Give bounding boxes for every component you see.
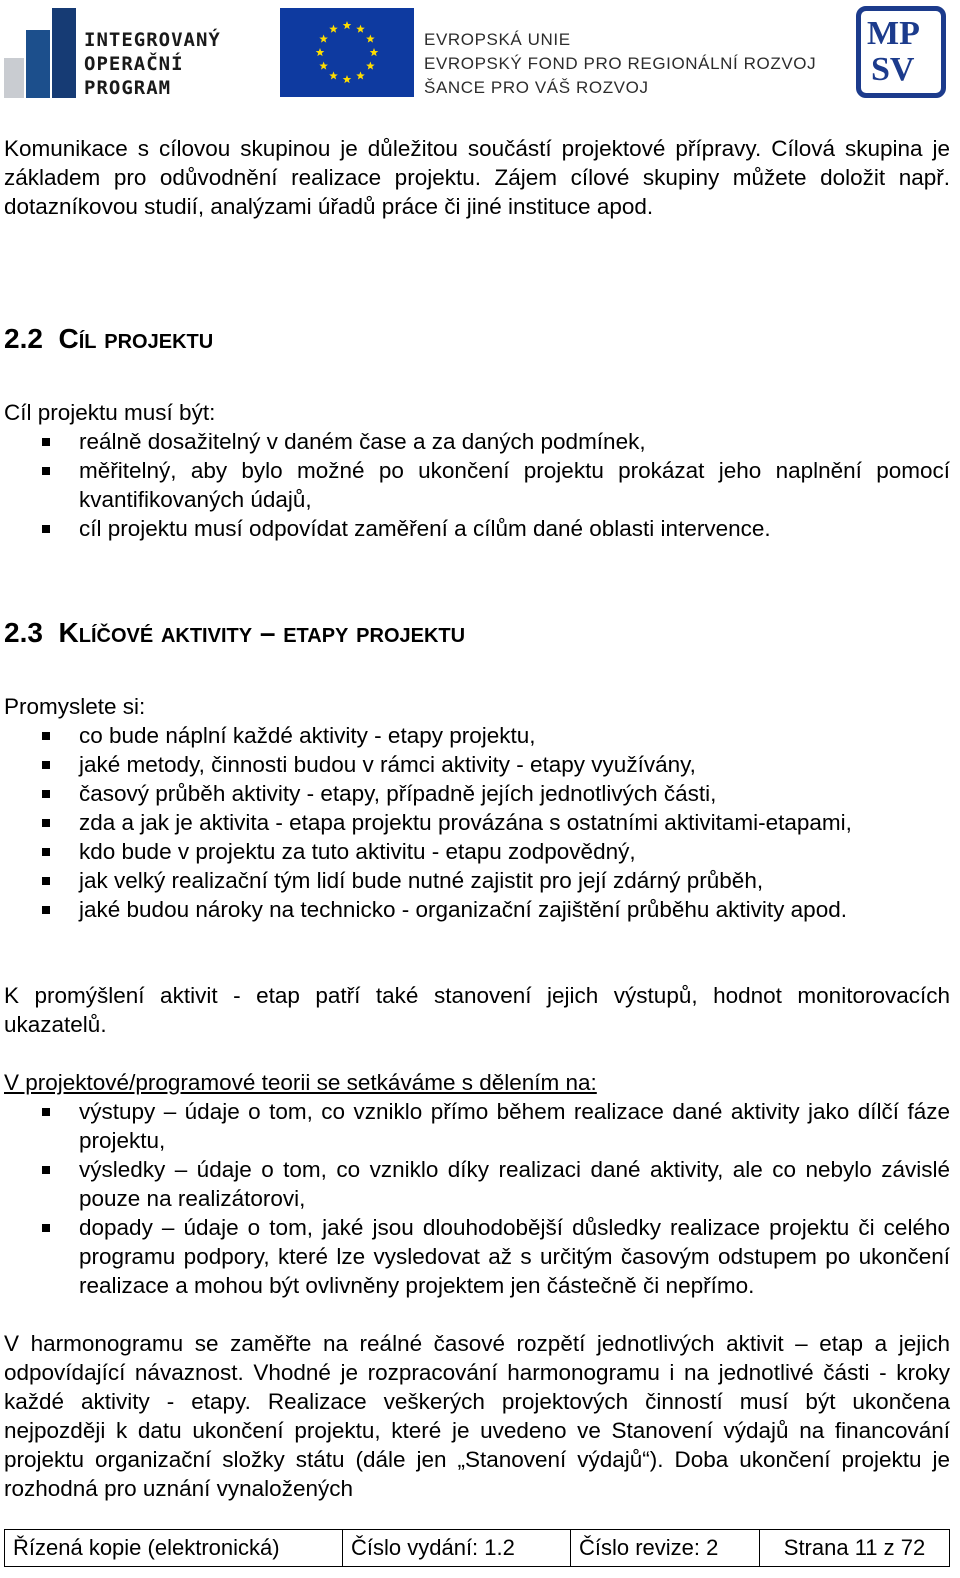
iop-logo xyxy=(4,8,244,98)
logo-bar xyxy=(4,58,24,98)
page-footer xyxy=(4,1529,950,1567)
list-item: co bude náplní každé aktivity - etapy projektu, xyxy=(4,721,950,750)
intro-paragraph: Komunikace s cílovou skupinou je důležitou součástí projektové přípravy. Cílová skupina je základem pro odůvodnění realizace projektu. Zájem cílové skupiny můžete doložit např. dotazníkovou studií, analýzami úřadů práce či jiné instituce apod. xyxy=(4,136,950,219)
logo-bar xyxy=(52,8,76,98)
theory-lead: V projektové/programové teorii se setkáváme s dělením na: xyxy=(4,1070,597,1095)
list-item: výstupy – údaje o tom, co vzniklo přímo během realizace dané aktivity jako dílčí fáze projektu, xyxy=(4,1097,950,1155)
list-item: časový průběh aktivity - etapy, případně jejích jednotlivých části, xyxy=(4,779,950,808)
iop-line: INTEGROVANÝ xyxy=(84,29,221,51)
list-item: dopady – údaje o tom, jaké jsou dlouhodobější důsledky realizace projektu či celého programu podpory, které lze vysledovat až s určitým časovým odstupem po ukončení realizace a mohou být ovlivněny projektem jen částečně či nepřímo. xyxy=(4,1213,950,1300)
list-item: kdo bude v projektu za tuto aktivitu - etapu zodpovědný, xyxy=(4,837,950,866)
eu-flag-icon xyxy=(280,8,414,97)
iop-logo-text xyxy=(84,28,221,100)
section-2-3-body xyxy=(4,692,950,1503)
section-title: Klíčové aktivity – etapy projektu xyxy=(58,617,466,648)
iop-line: PROGRAM xyxy=(84,77,172,99)
list-item: cíl projektu musí odpovídat zaměření a cílům dané oblasti intervence. xyxy=(4,514,950,543)
eu-logo-text xyxy=(424,28,816,100)
after-paragraph: K promýšlení aktivit - etap patří také stanovení jejich výstupů, hodnot monitorovacích ukazatelů. xyxy=(4,983,950,1037)
eu-line: ŠANCE PRO VÁŠ ROZVOJ xyxy=(424,78,649,97)
list-item: reálně dosažitelný v daném čase a za daných podmínek, xyxy=(4,427,950,456)
list-item: zda a jak je aktivita - etapa projektu provázána s ostatními aktivitami-etapami, xyxy=(4,808,950,837)
section-title: Cíl projektu xyxy=(58,323,214,354)
iop-line: OPERAČNÍ xyxy=(84,53,184,75)
goal-list xyxy=(4,427,950,543)
list-item: jak velký realizační tým lidí bude nutné zajistit pro její zdárný průběh, xyxy=(4,866,950,895)
section-lead: Cíl projektu musí být: xyxy=(4,400,216,425)
mpsv-letters: SV xyxy=(871,51,915,88)
list-item: výsledky – údaje o tom, co vzniklo díky realizaci dané aktivity, ale co nebylo závislé pouze na realizátorovi, xyxy=(4,1155,950,1213)
section-heading-2-3 xyxy=(4,616,465,650)
closing-paragraph: V harmonogramu se zaměřte na reálné časové rozpětí jednotlivých aktivit – etap a jejich odpovídající návaznost. Vhodné je rozpracování harmonogramu i na jednotlivé části - kroky každé aktivity - etapy. Realizace veškerých projektových činností musí být ukončena nejpozději k datu ukončení projektu, které je uvedeno ve Stanovení výdajů na financování projektu organizační složky státu (dále jen „Stanovení výdajů“). Doba ukončení projektu je rozhodná pro uznání vynaložených xyxy=(4,1331,950,1501)
page-header xyxy=(0,0,960,110)
document-body xyxy=(4,134,950,221)
mpsv-logo xyxy=(856,6,946,98)
activity-list xyxy=(4,721,950,924)
logo-bar xyxy=(26,30,50,98)
footer-edition: Číslo vydání: 1.2 xyxy=(343,1530,571,1566)
section-lead: Promyslete si: xyxy=(4,694,146,719)
eu-line: EVROPSKÁ UNIE xyxy=(424,30,571,49)
section-number: 2.3 xyxy=(4,617,43,648)
list-item: jaké budou nároky na technicko - organizační zajištění průběhu aktivity apod. xyxy=(4,895,950,924)
footer-revision: Číslo revize: 2 xyxy=(571,1530,760,1566)
section-heading-2-2 xyxy=(4,322,213,356)
list-item: měřitelný, aby bylo možné po ukončení projektu prokázat jeho naplnění pomocí kvantifikovaných údajů, xyxy=(4,456,950,514)
eu-line: EVROPSKÝ FOND PRO REGIONÁLNÍ ROZVOJ xyxy=(424,54,817,73)
mpsv-letters: MP xyxy=(867,15,920,52)
section-2-2-body xyxy=(4,398,950,543)
footer-copy: Řízená kopie (elektronická) xyxy=(5,1530,343,1566)
theory-list xyxy=(4,1097,950,1300)
list-item: jaké metody, činnosti budou v rámci aktivity - etapy využívány, xyxy=(4,750,950,779)
section-number: 2.2 xyxy=(4,323,43,354)
footer-page: Strana 11 z 72 xyxy=(783,1535,926,1560)
